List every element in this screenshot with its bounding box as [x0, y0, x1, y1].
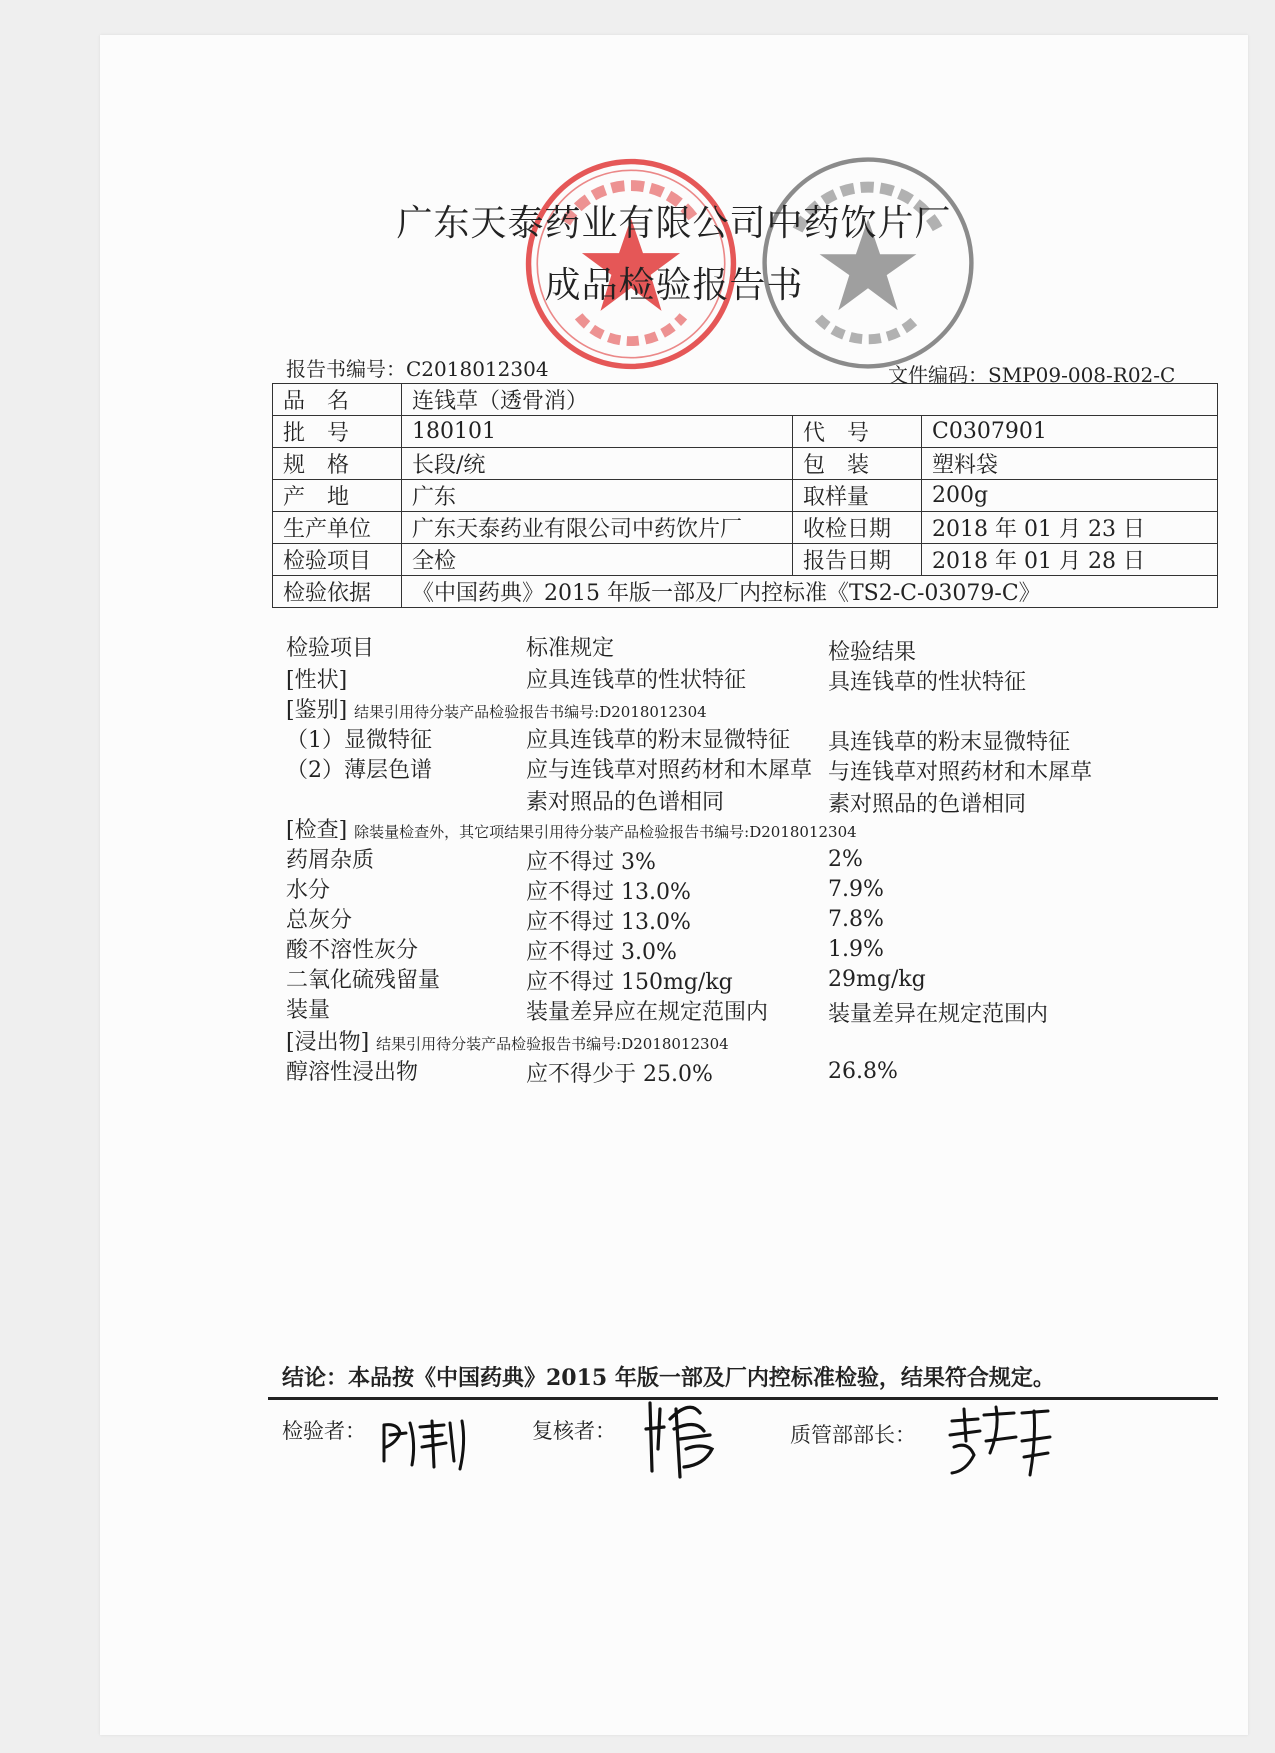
- recv-date-label: 收检日期: [793, 512, 922, 544]
- result-standard: 应不得过 150mg/kg: [526, 970, 733, 995]
- result-value: 装量差异在规定范围内: [828, 1002, 1049, 1027]
- product-name: 连钱草（透骨消）: [402, 384, 1218, 416]
- results-header-result: 检验结果: [828, 640, 917, 665]
- result-value: 7.9%: [828, 877, 884, 902]
- result-value: 具连钱草的性状特征: [828, 670, 1027, 695]
- basis-value: 《中国药典》2015 年版一部及厂内控标准《TS2-C-03079-C》: [402, 576, 1218, 608]
- result-standard: 应不得过 13.0%: [526, 880, 691, 905]
- section-check: [286, 813, 857, 844]
- results-header-item: 检验项目: [286, 636, 375, 661]
- section-title: [鉴别]: [286, 698, 348, 723]
- divider: [268, 1397, 1218, 1400]
- item-value: 全检: [402, 544, 793, 576]
- result-item: [性状]: [286, 668, 348, 693]
- basis-label: 检验依据: [273, 576, 402, 608]
- result-item: 二氧化硫残留量: [286, 968, 441, 993]
- table-row: [273, 448, 1218, 480]
- recv-date: 2018 年 01 月 23 日: [922, 512, 1218, 544]
- result-standard: 应具连钱草的性状特征: [526, 668, 747, 693]
- sample-label: 取样量: [793, 480, 922, 512]
- result-item: 酸不溶性灰分: [286, 938, 419, 963]
- result-standard-cont: 素对照品的色谱相同: [526, 790, 725, 815]
- maker-value: 广东天泰药业有限公司中药饮片厂: [402, 512, 793, 544]
- section-identification: [286, 693, 707, 724]
- result-value: 1.9%: [828, 937, 884, 962]
- section-extract: [286, 1025, 729, 1056]
- result-item: （2）薄层色谱: [286, 758, 432, 783]
- item-label: 检验项目: [273, 544, 402, 576]
- section-title: [浸出物]: [286, 1030, 370, 1055]
- result-standard: 应不得过 13.0%: [526, 910, 691, 935]
- report-date-label: 报告日期: [793, 544, 922, 576]
- result-value-cont: 素对照品的色谱相同: [828, 792, 1027, 817]
- spec-value: 长段/统: [402, 448, 793, 480]
- batch-label: 批 号: [273, 416, 402, 448]
- qa-head-label: 质管部部长：: [790, 1423, 916, 1447]
- result-standard: 应不得过 3%: [526, 850, 656, 875]
- reviewer-label: 复核者：: [532, 1419, 616, 1443]
- section-note: 除装量检查外，其它项结果引用待分装产品检验报告书编号:D2018012304: [354, 823, 857, 841]
- section-title: [检查]: [286, 818, 348, 843]
- pack-label: 包 装: [793, 448, 922, 480]
- result-standard: 应与连钱草对照药材和木犀草: [526, 758, 813, 783]
- document-title: 成品检验报告书: [544, 265, 804, 306]
- reviewer-signature: [640, 1389, 730, 1479]
- result-item: 药屑杂质: [286, 848, 375, 873]
- table-row: [273, 480, 1218, 512]
- table-row: [273, 544, 1218, 576]
- inspector-signature: [376, 1407, 476, 1479]
- result-value: 具连钱草的粉末显微特征: [828, 730, 1071, 755]
- origin-value: 广东: [402, 480, 793, 512]
- product-info-table: [272, 383, 1218, 608]
- result-item: 装量: [286, 998, 331, 1023]
- result-item: 水分: [286, 878, 331, 903]
- table-row: [273, 416, 1218, 448]
- result-standard: 装量差异应在规定范围内: [526, 1000, 769, 1025]
- result-standard: 应具连钱草的粉末显微特征: [526, 728, 791, 753]
- report-date: 2018 年 01 月 28 日: [922, 544, 1218, 576]
- origin-label: 产 地: [273, 480, 402, 512]
- table-row: [273, 512, 1218, 544]
- table-row: [273, 576, 1218, 608]
- result-value: 29mg/kg: [828, 967, 926, 992]
- file-code: 文件编码：SMP09-008-R02-C: [888, 363, 1176, 387]
- section-note: 结果引用待分装产品检验报告书编号:D2018012304: [354, 703, 707, 721]
- result-value: 7.8%: [828, 907, 884, 932]
- result-standard: 应不得过 3.0%: [526, 940, 677, 965]
- conclusion: 结论：本品按《中国药典》2015 年版一部及厂内控标准检验，结果符合规定。: [282, 1365, 1055, 1391]
- result-value: 26.8%: [828, 1059, 898, 1084]
- pack-value: 塑料袋: [922, 448, 1218, 480]
- result-item: 醇溶性浸出物: [286, 1060, 419, 1085]
- result-item: 总灰分: [286, 908, 353, 933]
- sample-value: 200g: [922, 480, 1218, 512]
- table-row: [273, 384, 1218, 416]
- maker-label: 生产单位: [273, 512, 402, 544]
- company-title: 广东天泰药业有限公司中药饮片厂: [396, 203, 952, 244]
- report-sheet: [100, 35, 1248, 1735]
- product-code: C0307901: [922, 416, 1218, 448]
- spec-label: 规 格: [273, 448, 402, 480]
- qa-head-signature: [944, 1401, 1054, 1481]
- inspector-label: 检验者：: [282, 1419, 366, 1443]
- product-label: 品 名: [273, 384, 402, 416]
- results-header-standard: 标准规定: [526, 636, 615, 661]
- result-item: （1）显微特征: [286, 728, 432, 753]
- code-label: 代 号: [793, 416, 922, 448]
- batch-number: 180101: [402, 416, 793, 448]
- result-value: 2%: [828, 847, 863, 872]
- result-standard: 应不得少于 25.0%: [526, 1062, 713, 1087]
- result-value: 与连钱草对照药材和木犀草: [828, 760, 1093, 785]
- report-number: 报告书编号：C2018012304: [286, 357, 549, 381]
- section-note: 结果引用待分装产品检验报告书编号:D2018012304: [376, 1035, 729, 1053]
